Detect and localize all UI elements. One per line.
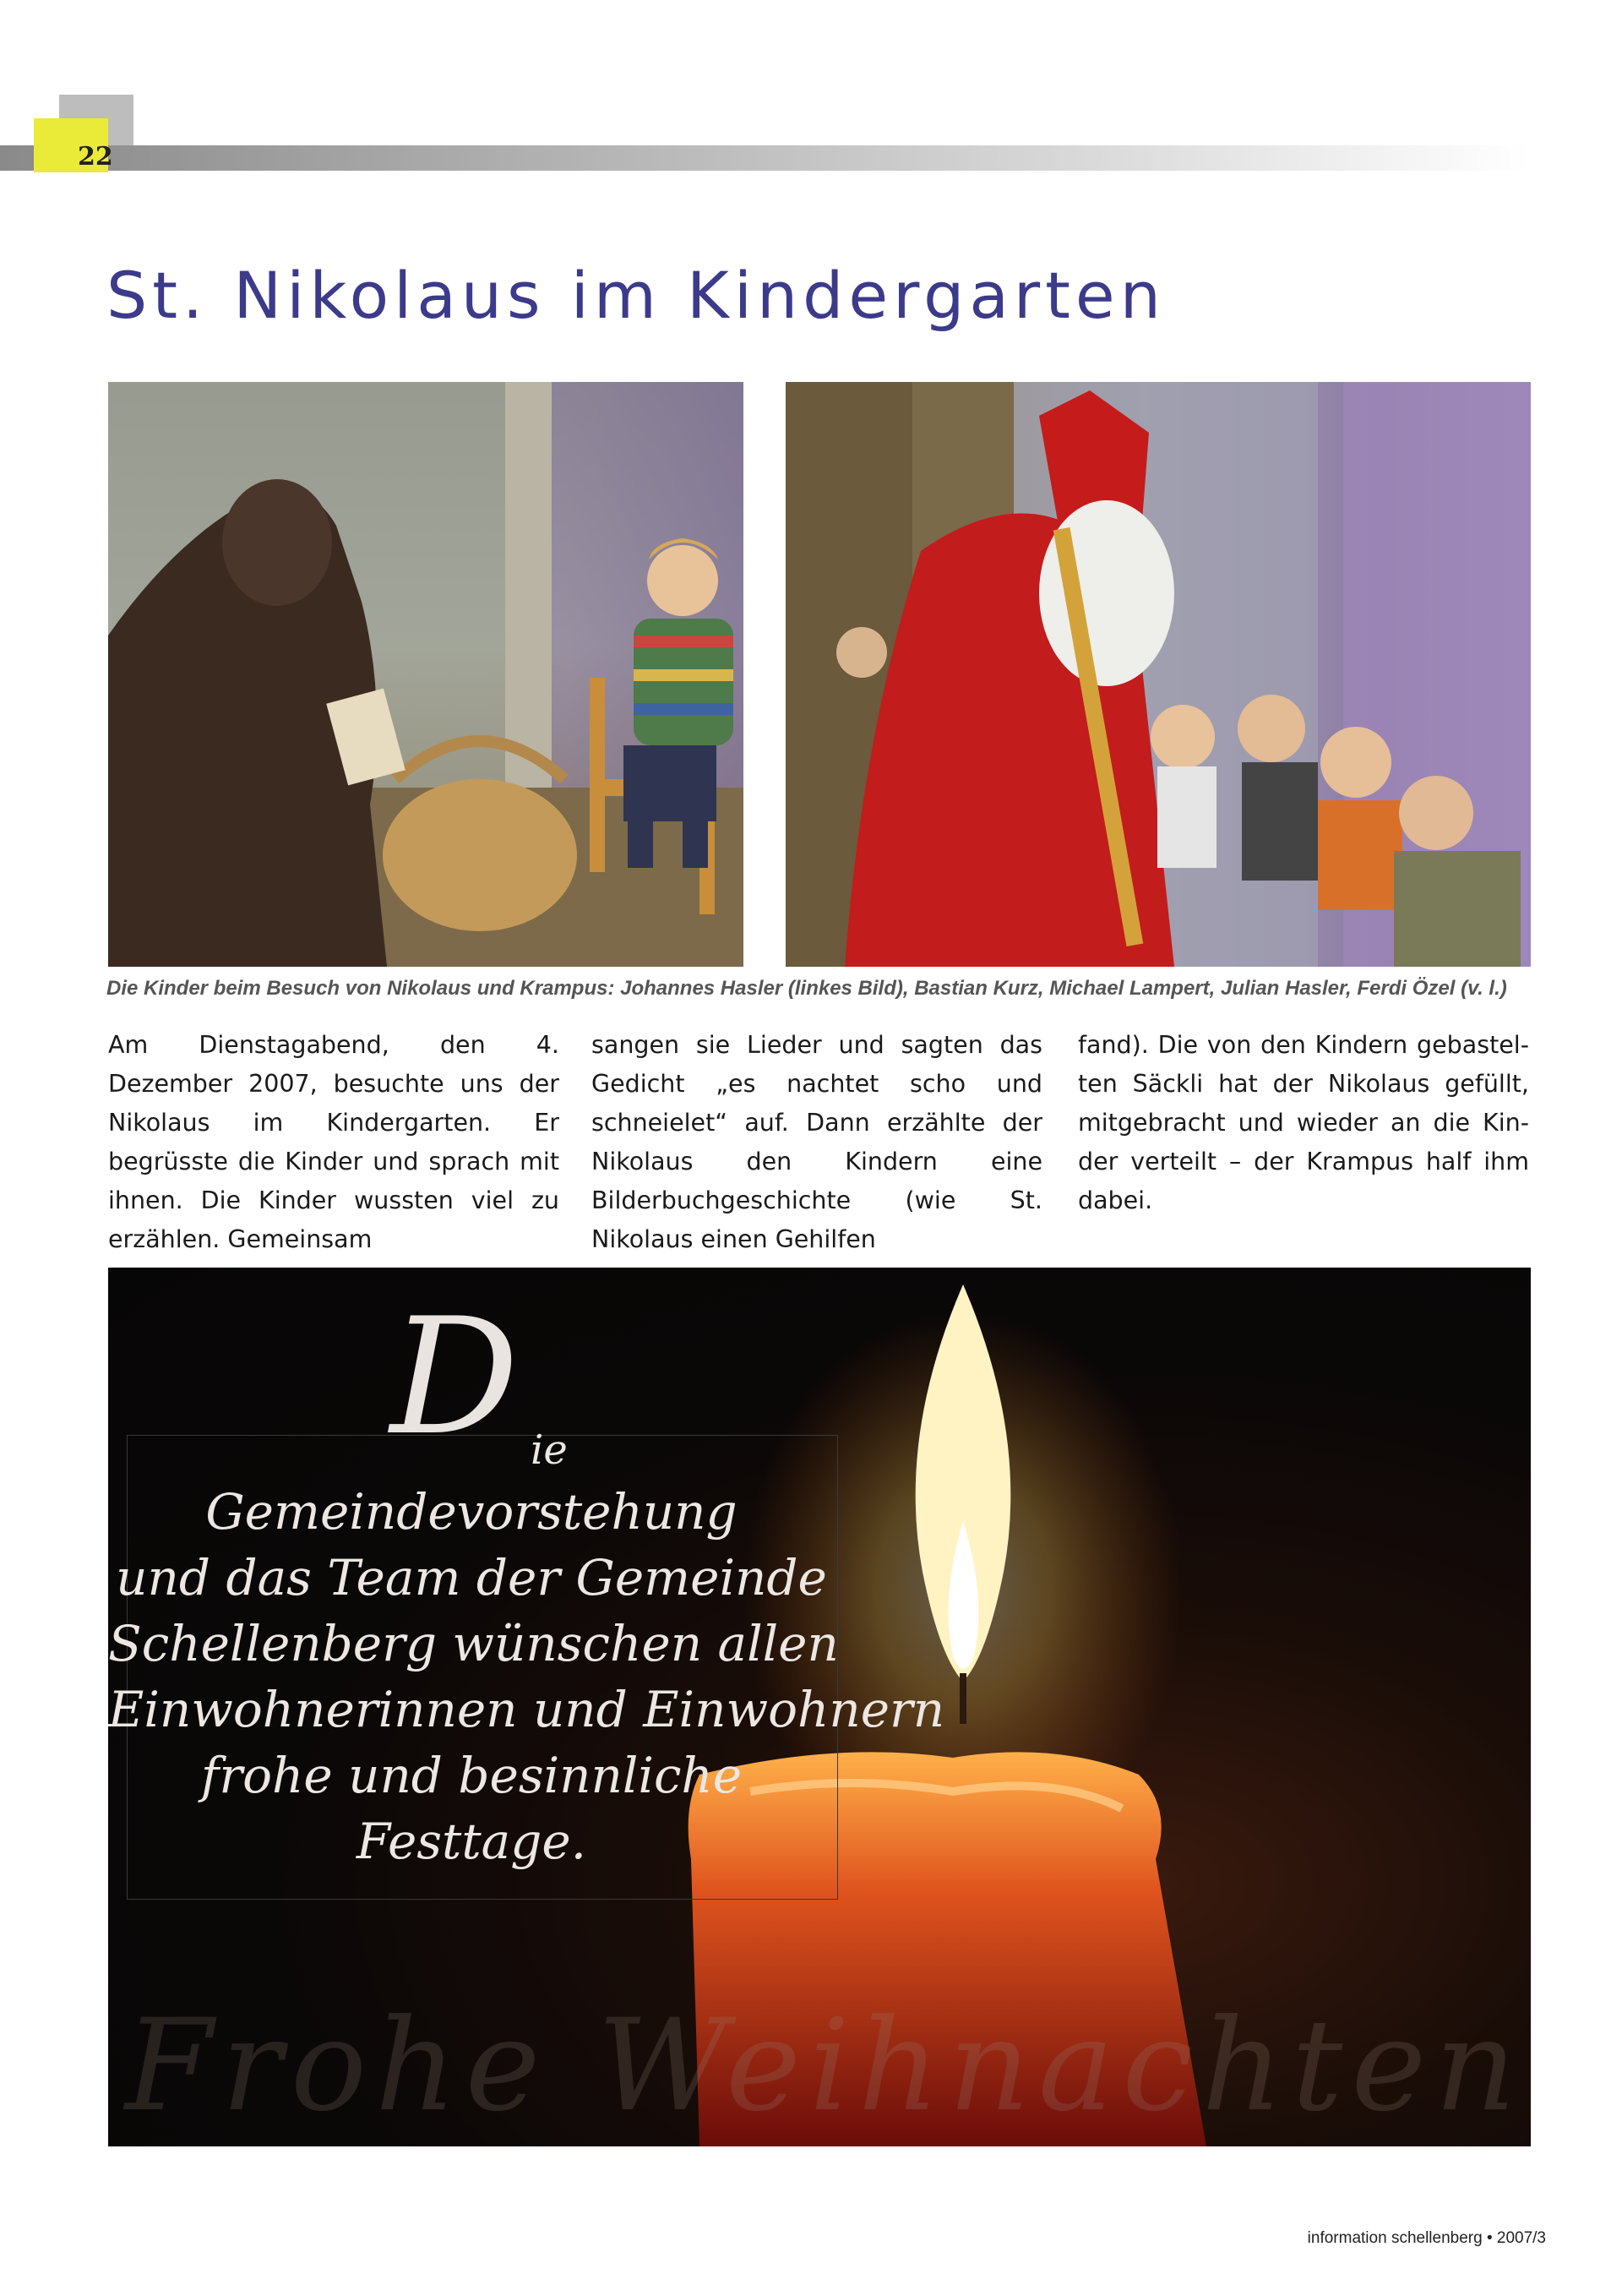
greeting-line-5: frohe und besinnliche (200, 1747, 743, 1804)
page-title: St. Nikolaus im Kindergarten (106, 258, 1166, 333)
krampus-scene-illustration (108, 382, 743, 967)
article-column-1: Am Dienstagabend, den 4. Dezember 2007, besuchte uns der Nikolaus im Kindergarten. Er begrüsste die Kinder und sprach mit ihnen. Die Kinder wussten viel zu erzählen. Gemeinsam (108, 1031, 559, 1253)
photo-krampus-with-child (108, 382, 743, 967)
greeting-line-6: Festtage. (356, 1813, 587, 1870)
nikolaus-scene-illustration (786, 382, 1531, 967)
article-column-2: sangen sie Lieder und sagten das Gedicht „es nachtet scho und schneielet“ auf. Dann erzählte der Nikolaus den Kindern eine Bilderbuchgeschichte (wie St. Nikolaus einen Gehilfen (591, 1031, 1042, 1253)
greeting-line-1: Gemeindevorstehung (205, 1483, 738, 1541)
footer-publication-info: information schellenberg • 2007/3 (1307, 2229, 1546, 2247)
greeting-line-4: Einwohnerinnen und Einwohnern (108, 1681, 945, 1738)
christmas-greeting-panel (108, 1268, 1531, 2146)
header-gradient-bar (0, 145, 1529, 171)
greeting-line-3: Schellenberg wünschen allen (108, 1615, 839, 1672)
photo-caption: Die Kinder beim Besuch von Nikolaus und Krampus: Johannes Hasler (linkes Bild), Bastian Kurz, Michael Lampert, Julian Hasler, Ferdi Özel (v. l.) (106, 977, 1507, 1000)
page-number: 22 (78, 142, 113, 172)
photo-nikolaus-with-children (786, 382, 1531, 967)
greeting-line-2: und das Team der Gemeinde (116, 1549, 827, 1606)
greeting-first-word-rest: ie (531, 1426, 568, 1474)
greeting-initial-letter: D (389, 1284, 520, 1470)
article-column-3: fand). Die von den Kindern gebastelten Säckli hat der Nikolaus gefüllt, mitgebracht und wieder an die Kinder verteilt – der Krampus half ihm dabei. (1078, 1031, 1529, 1214)
frohe-weihnachten-watermark: Frohe Weihnachten (125, 1993, 1525, 2140)
